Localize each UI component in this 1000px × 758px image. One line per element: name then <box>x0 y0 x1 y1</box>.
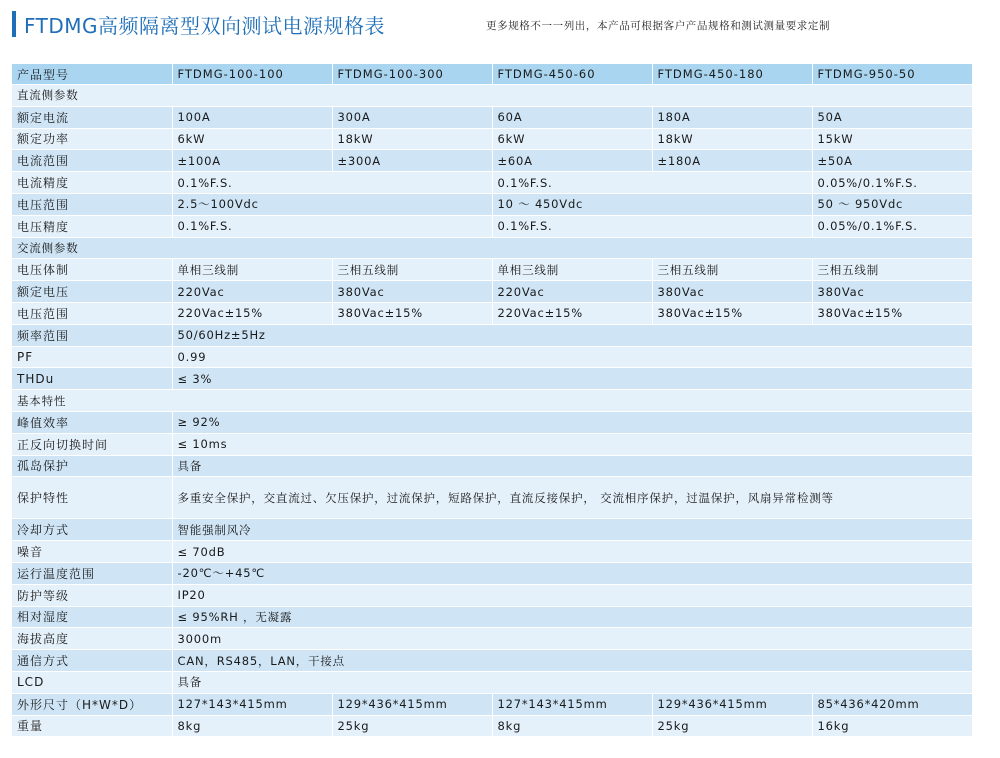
table-cell: 50/60Hz±5Hz <box>172 324 972 346</box>
table-cell: 三相五线制 <box>652 259 812 281</box>
model-cell: FTDMG-100-300 <box>332 64 492 85</box>
table-cell: 60A <box>492 106 652 128</box>
table-cell: 127*143*415mm <box>172 693 332 715</box>
table-row <box>12 106 972 128</box>
table-cell: ≤ 95%RH ，无凝露 <box>172 606 972 628</box>
table-row <box>12 128 972 150</box>
section-row-dc <box>12 85 972 107</box>
table-cell: 具备 <box>172 455 972 477</box>
row-label: 正反向切换时间 <box>12 433 172 455</box>
table-cell: ±50A <box>812 150 972 172</box>
table-row <box>12 584 972 606</box>
table-cell: 380Vac±15% <box>652 302 812 324</box>
row-label: 孤岛保护 <box>12 455 172 477</box>
table-cell: 具备 <box>172 671 972 693</box>
row-label: 电压范围 <box>12 193 172 215</box>
table-cell: 8kg <box>492 715 652 737</box>
table-row <box>12 259 972 281</box>
spec-table <box>12 64 973 737</box>
table-cell: 10 ～ 450Vdc <box>492 193 812 215</box>
table-cell: 180A <box>652 106 812 128</box>
model-cell: FTDMG-450-60 <box>492 64 652 85</box>
page-header <box>12 10 385 38</box>
row-label: 电压范围 <box>12 302 172 324</box>
title-accent-bar <box>12 11 16 37</box>
table-row <box>12 215 972 237</box>
table-cell: 0.05%/0.1%F.S. <box>812 172 972 194</box>
row-label: 相对湿度 <box>12 606 172 628</box>
row-label: 额定电流 <box>12 106 172 128</box>
table-cell: 25kg <box>332 715 492 737</box>
table-row <box>12 368 972 390</box>
row-label: 峰值效率 <box>12 411 172 433</box>
table-cell: ±60A <box>492 150 652 172</box>
row-label: 电压体制 <box>12 259 172 281</box>
row-label: 通信方式 <box>12 650 172 672</box>
row-label: 保护特性 <box>12 477 172 519</box>
table-row <box>12 693 972 715</box>
table-cell: 16kg <box>812 715 972 737</box>
row-label: 防护等级 <box>12 584 172 606</box>
row-label: 冷却方式 <box>12 519 172 541</box>
section-title: 交流侧参数 <box>12 237 972 259</box>
table-row <box>12 281 972 303</box>
table-cell: 单相三线制 <box>492 259 652 281</box>
table-cell: 3000m <box>172 628 972 650</box>
table-cell: 0.1%F.S. <box>172 172 492 194</box>
table-cell: 0.05%/0.1%F.S. <box>812 215 972 237</box>
model-cell: FTDMG-950-50 <box>812 64 972 85</box>
row-label: 重量 <box>12 715 172 737</box>
table-cell: 2.5～100Vdc <box>172 193 492 215</box>
table-cell: 单相三线制 <box>172 259 332 281</box>
table-cell: 85*436*420mm <box>812 693 972 715</box>
table-cell: 380Vac <box>652 281 812 303</box>
table-row <box>12 650 972 672</box>
table-cell: 25kg <box>652 715 812 737</box>
table-row <box>12 606 972 628</box>
table-cell: 0.99 <box>172 346 972 368</box>
table-cell: ≥ 92% <box>172 411 972 433</box>
customization-note: 更多规格不一一列出，本产品可根据客户产品规格和测试测量要求定制 <box>486 20 831 32</box>
row-label: THDu <box>12 368 172 390</box>
table-cell: 15kW <box>812 128 972 150</box>
table-row <box>12 433 972 455</box>
table-cell: 220Vac±15% <box>172 302 332 324</box>
model-header-row <box>12 64 972 85</box>
table-cell: 18kW <box>652 128 812 150</box>
row-label: 电压精度 <box>12 215 172 237</box>
table-row <box>12 150 972 172</box>
table-cell: 380Vac <box>812 281 972 303</box>
table-row <box>12 346 972 368</box>
table-cell: 智能强制风冷 <box>172 519 972 541</box>
table-cell: 18kW <box>332 128 492 150</box>
table-cell: 0.1%F.S. <box>172 215 492 237</box>
section-title: 基本特性 <box>12 390 972 412</box>
table-cell: 129*436*415mm <box>332 693 492 715</box>
table-cell: 8kg <box>172 715 332 737</box>
table-row <box>12 172 972 194</box>
table-cell: ≤ 10ms <box>172 433 972 455</box>
table-cell: 100A <box>172 106 332 128</box>
table-cell: 127*143*415mm <box>492 693 652 715</box>
model-cell: FTDMG-100-100 <box>172 64 332 85</box>
page-title: FTDMG高频隔离型双向测试电源规格表 <box>24 13 386 38</box>
row-label: 运行温度范围 <box>12 562 172 584</box>
row-label: 海拔高度 <box>12 628 172 650</box>
row-label: 额定功率 <box>12 128 172 150</box>
section-title: 直流侧参数 <box>12 85 972 107</box>
table-cell: IP20 <box>172 584 972 606</box>
table-cell: CAN，RS485，LAN，干接点 <box>172 650 972 672</box>
table-row <box>12 628 972 650</box>
table-cell: 6kW <box>492 128 652 150</box>
row-label: 产品型号 <box>12 64 172 85</box>
table-cell: 0.1%F.S. <box>492 215 812 237</box>
table-cell: 三相五线制 <box>332 259 492 281</box>
table-row <box>12 519 972 541</box>
row-label: 额定电压 <box>12 281 172 303</box>
table-row <box>12 302 972 324</box>
table-cell: 多重安全保护，交直流过、欠压保护，过流保护，短路保护，直流反接保护， 交流相序保护，过温保护，风扇异常检测等 <box>172 477 972 519</box>
table-row <box>12 477 972 519</box>
table-cell: 380Vac±15% <box>812 302 972 324</box>
row-label: 电流精度 <box>12 172 172 194</box>
table-cell: 6kW <box>172 128 332 150</box>
table-cell: ±300A <box>332 150 492 172</box>
table-cell: 129*436*415mm <box>652 693 812 715</box>
row-label: 频率范围 <box>12 324 172 346</box>
table-cell: ≤ 3% <box>172 368 972 390</box>
table-row <box>12 324 972 346</box>
row-label: LCD <box>12 671 172 693</box>
table-cell: 50 ～ 950Vdc <box>812 193 972 215</box>
table-row <box>12 671 972 693</box>
table-row <box>12 541 972 563</box>
table-cell: 380Vac <box>332 281 492 303</box>
table-cell: -20℃～+45℃ <box>172 562 972 584</box>
section-row-ac <box>12 237 972 259</box>
row-label: 电流范围 <box>12 150 172 172</box>
table-cell: 0.1%F.S. <box>492 172 812 194</box>
table-cell: ±180A <box>652 150 812 172</box>
row-label: PF <box>12 346 172 368</box>
table-row <box>12 455 972 477</box>
table-row <box>12 193 972 215</box>
model-cell: FTDMG-450-180 <box>652 64 812 85</box>
row-label: 外形尺寸（H*W*D） <box>12 693 172 715</box>
table-cell: 220Vac <box>492 281 652 303</box>
table-cell: 三相五线制 <box>812 259 972 281</box>
table-cell: 300A <box>332 106 492 128</box>
table-row <box>12 562 972 584</box>
table-cell: ±100A <box>172 150 332 172</box>
table-cell: 380Vac±15% <box>332 302 492 324</box>
table-row <box>12 411 972 433</box>
row-label: 噪音 <box>12 541 172 563</box>
table-row <box>12 715 972 737</box>
table-cell: 220Vac <box>172 281 332 303</box>
table-cell: 220Vac±15% <box>492 302 652 324</box>
table-cell: ≤ 70dB <box>172 541 972 563</box>
table-cell: 50A <box>812 106 972 128</box>
section-row-basic <box>12 390 972 412</box>
